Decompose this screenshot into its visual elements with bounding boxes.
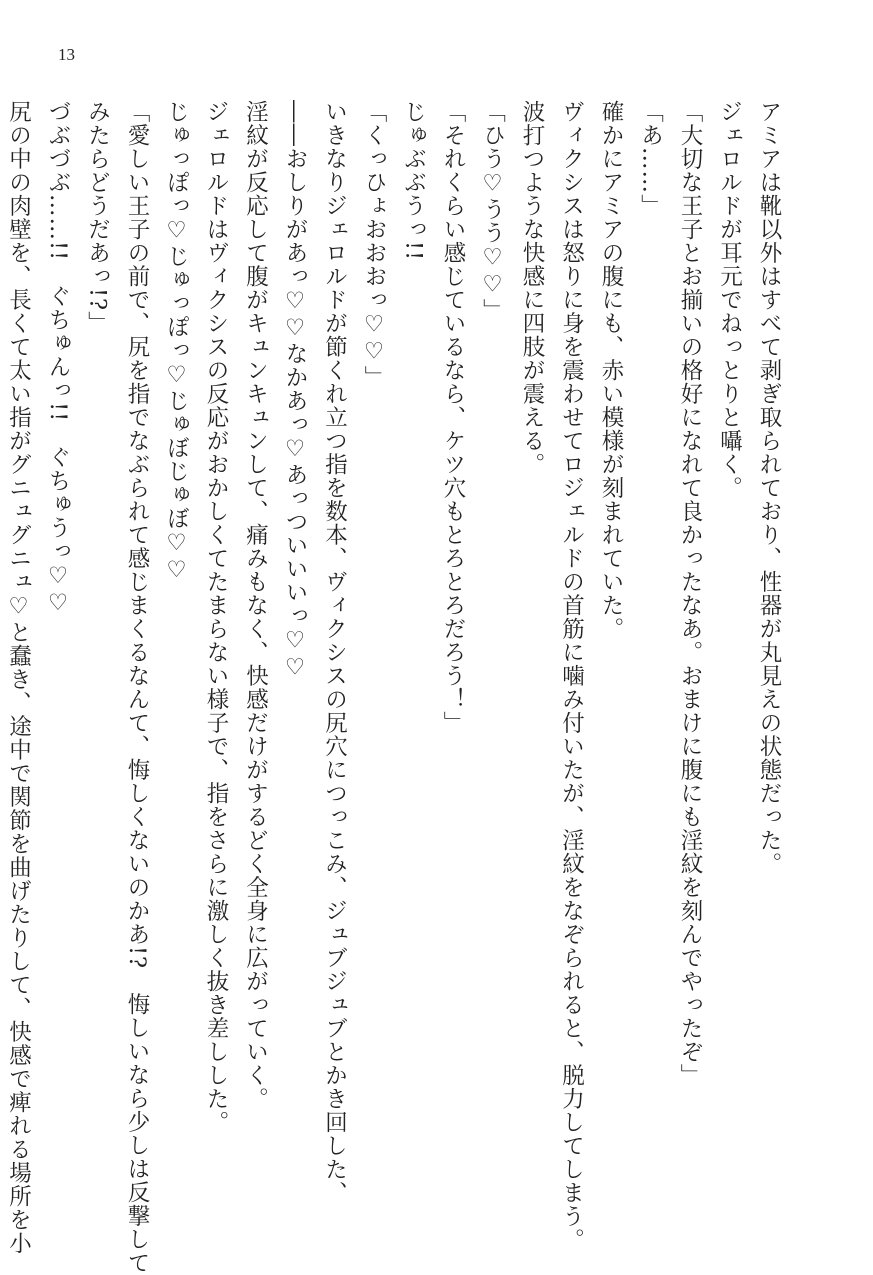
- novel-text-column-block: [0, 100, 788, 1275]
- text-line: ――おしりがあっ♡♡なかあっ♡あっついいいっ♡♡: [282, 100, 308, 682]
- text-line: じゅぶぶうっ!!: [400, 100, 427, 262]
- text-line: いきなりジェロルドが節くれ立つ指を数本、ヴィクシスの尻穴につっこみ、ジュブジュブとかき回した、: [321, 100, 348, 1205]
- text-line: じゅっぽっ♡じゅっぽっ♡じゅぼじゅぼ♡♡: [163, 100, 190, 584]
- text-line: づぶづぶ……!! ぐちゅんっ!! ぐちゅうっ♡♡: [45, 100, 71, 618]
- text-line: みたらどうだあっ!?」: [84, 100, 111, 335]
- text-line: 確かにアミアの腹にも、赤い模様が刻まれていた。: [598, 100, 624, 641]
- text-line: アミアは靴以外はすべて剥ぎ取られており、性器が丸見えの状態だった。: [756, 100, 782, 876]
- text-line: 尻の中の肉壁を、長くて太い指がグニュグニュ♡と蠢き、途中で関節を曲げたりして、快感で痺れる場所を小: [5, 100, 32, 1255]
- text-line: ジェロルドが耳元でねっとりと囁く。: [716, 100, 743, 500]
- text-line: 「ひう♡うう♡♡」: [479, 100, 506, 322]
- text-line: ヴィクシスは怒りに身を震わせてロジェルドの首筋に噛み付いたが、淫紋をなぞられると、脱力してしまう。: [558, 100, 585, 1252]
- text-line: 波打つような快感に四肢が震える。: [519, 100, 545, 476]
- text-line: 「それくらい感じているなら、ケツ穴もとろとろだろう！」: [440, 100, 466, 735]
- text-line: 「大切な王子とお揃いの格好になれて良かったなあ。おまけに腹にも淫紋を刻んでやったぞ」: [677, 100, 703, 1087]
- text-line: 「くっひょおおおっ♡♡」: [361, 100, 387, 389]
- text-line: 「愛しい王子の前で、尻を指でなぶられて感じまくるなんて、悔しくないのかあ!? 悔しいなら少しは反撃して: [124, 100, 150, 1275]
- text-line: 淫紋が反応して腹がキュンキュンして、痛みもなく、快感だけがするどく全身に広がっていく。: [242, 100, 269, 1111]
- text-line: 「あ……」: [637, 100, 664, 218]
- page-number: 13: [58, 45, 75, 64]
- text-line: ジェロルドはヴィクシスの反応がおかしくてたまらない様子で、指をさらに激しく抜き差しした。: [203, 100, 229, 1134]
